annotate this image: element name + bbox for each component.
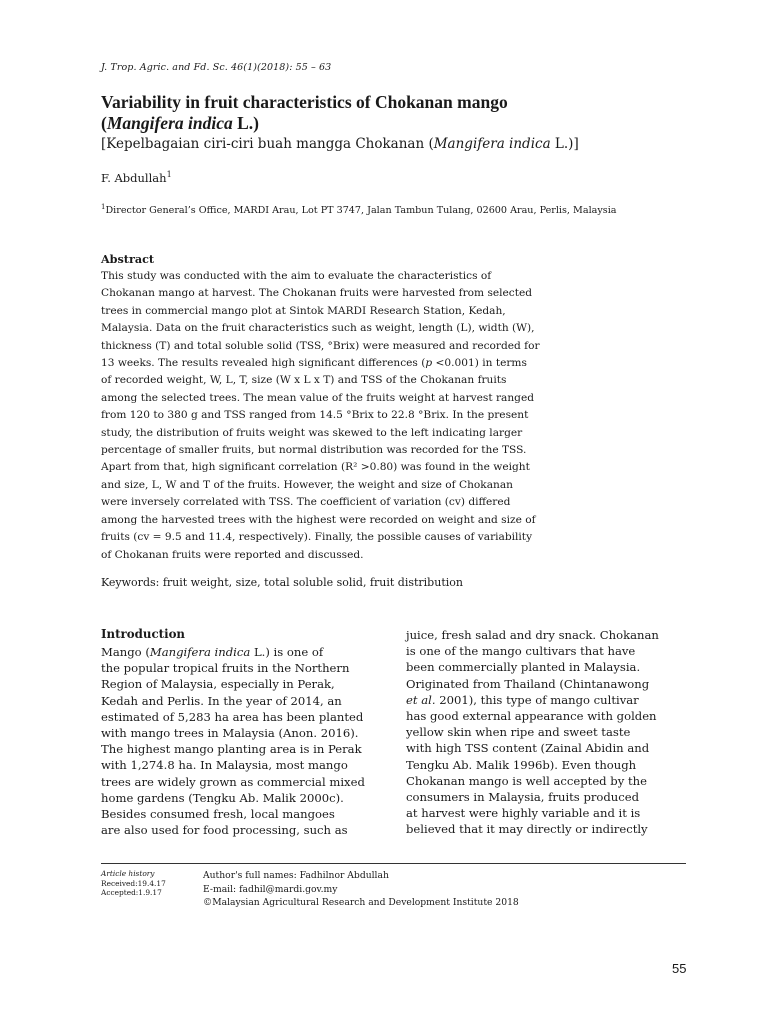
text-line: Malaysia. Data on the fruit characteristics such as weight, length (L), width (W),	[101, 322, 535, 335]
subtitle-species-italic: Mangifera indica	[433, 136, 551, 152]
text-line: among the selected trees. The mean value of the fruits weight at harvest ranged	[101, 391, 535, 404]
text-line: Mango (Mangifera indica L.) is one of	[101, 645, 324, 659]
article-history	[101, 869, 166, 898]
text-line: 13 weeks. The results revealed high significant differences (p <0.001) in terms	[101, 357, 527, 370]
text-line: believed that it may directly or indirectly	[406, 822, 648, 837]
text-line: been commercially planted in Malaysia.	[406, 660, 641, 675]
text-line: Region of Malaysia, especially in Perak,	[101, 677, 335, 692]
title-paren-open: (	[101, 113, 107, 133]
received-date: Received:19.4.17	[101, 878, 166, 888]
text-line: fruits (cv = 9.5 and 11.4, respectively). Finally, the possible causes of variability	[101, 531, 533, 544]
text-line: Chokanan mango at harvest. The Chokanan fruits were harvested from selected	[101, 287, 533, 300]
text-line: Besides consumed fresh, local mangoes	[101, 807, 335, 822]
accepted-date: Accepted:1.9.17	[101, 888, 162, 898]
page-number: 55	[672, 961, 687, 976]
copyright-notice: ©Malaysian Agricultural Research and Development Institute 2018	[203, 897, 519, 909]
text-line: Tengku Ab. Malik 1996b). Even though	[406, 757, 637, 772]
abstract-body	[101, 268, 563, 564]
title-species-italic: Mangifera indica	[106, 113, 233, 133]
text-line: trees in commercial mango plot at Sintok MARDI Research Station, Kedah,	[101, 304, 506, 317]
introduction-right-column	[406, 627, 696, 838]
keywords: Keywords: fruit weight, size, total soluble solid, fruit distribution	[101, 576, 463, 589]
footer-divider	[101, 863, 686, 864]
text-line: The highest mango planting area is in Perak	[101, 742, 362, 757]
affiliation-superscript: 1	[101, 203, 106, 211]
text-line: estimated of 5,283 ha area has been planted	[101, 709, 364, 724]
text-line: of recorded weight, W, L, T, size (W x L x T) and TSS of the Chokanan fruits	[101, 374, 507, 387]
title-line-2	[101, 113, 661, 134]
text-line: juice, fresh salad and dry snack. Chokanan	[406, 628, 659, 642]
text-line: Originated from Thailand (Chintanawong	[406, 676, 650, 691]
author-line	[101, 170, 172, 185]
affiliation	[101, 203, 701, 216]
introduction-left-column	[101, 644, 391, 838]
footnotes	[203, 869, 519, 910]
title-paren-close: L.)	[232, 113, 259, 133]
author-superscript: 1	[166, 170, 172, 179]
author-full-names: Author's full names: Fadhilnor Abdullah	[203, 870, 389, 881]
text-line: with high TSS content (Zainal Abidin and	[406, 741, 650, 756]
abstract-heading: Abstract	[101, 252, 155, 266]
affiliation-text: Director General’s Office, MARDI Arau, Lot PT 3747, Jalan Tambun Tulang, 02600 Arau, Perlis, Malaysia	[105, 205, 617, 217]
text-line: is one of the mango cultivars that have	[406, 644, 636, 659]
journal-reference: J. Trop. Agric. and Fd. Sc. 46(1)(2018): 55 – 63	[101, 62, 332, 73]
text-line: home gardens (Tengku Ab. Malik 2000c).	[101, 790, 344, 805]
text-line: yellow skin when ripe and sweet taste	[406, 725, 631, 740]
author-email: E-mail: fadhil@mardi.gov.my	[203, 883, 338, 895]
text-line: and size, L, W and T of the fruits. However, the weight and size of Chokanan	[101, 478, 513, 491]
text-line: among the harvested trees with the highest were recorded on weight and size of	[101, 513, 536, 526]
text-line: has good external appearance with golden	[406, 709, 657, 724]
text-line: trees are widely grown as commercial mixed	[101, 774, 365, 789]
text-line: Apart from that, high significant correlation (R² >0.80) was found in the weight	[101, 461, 530, 474]
text-line: from 120 to 380 g and TSS ranged from 14.5 °Brix to 22.8 °Brix. In the present	[101, 409, 529, 422]
text-line: Chokanan mango is well accepted by the	[406, 773, 647, 788]
text-line: were inversely correlated with TSS. The coefficient of variation (cv) differed	[101, 496, 511, 509]
text-line: Kedah and Perlis. In the year of 2014, an	[101, 693, 342, 708]
title-line-1: Variability in fruit characteristics of Chokanan mango	[101, 92, 508, 112]
text-line: with 1,274.8 ha. In Malaysia, most mango	[101, 758, 348, 773]
introduction-heading: Introduction	[101, 627, 186, 641]
text-line: are also used for food processing, such as	[101, 823, 348, 838]
author-name: F. Abdullah	[101, 170, 167, 185]
subtitle-pre: [Kepelbagaian ciri-ciri buah mangga Chokanan (	[101, 136, 434, 152]
text-line: et al. 2001), this type of mango cultivar	[406, 692, 639, 707]
article-title	[101, 92, 661, 134]
text-line: thickness (T) and total soluble solid (TSS, °Brix) were measured and recorded for	[101, 339, 540, 352]
text-line: the popular tropical fruits in the Northern	[101, 661, 350, 676]
article-history-label: Article history	[101, 869, 155, 878]
text-line: at harvest were highly variable and it is	[406, 806, 641, 821]
subtitle-post: L.)]	[550, 136, 579, 152]
text-line: consumers in Malaysia, fruits produced	[406, 790, 640, 805]
text-line: with mango trees in Malaysia (Anon. 2016).	[101, 726, 359, 741]
article-subtitle-malay	[101, 135, 701, 153]
text-line: percentage of smaller fruits, but normal distribution was recorded for the TSS.	[101, 444, 527, 457]
text-line: of Chokanan fruits were reported and discussed.	[101, 548, 364, 561]
text-line: This study was conducted with the aim to evaluate the characteristics of	[101, 270, 492, 282]
text-line: study, the distribution of fruits weight was skewed to the left indicating larger	[101, 426, 523, 439]
